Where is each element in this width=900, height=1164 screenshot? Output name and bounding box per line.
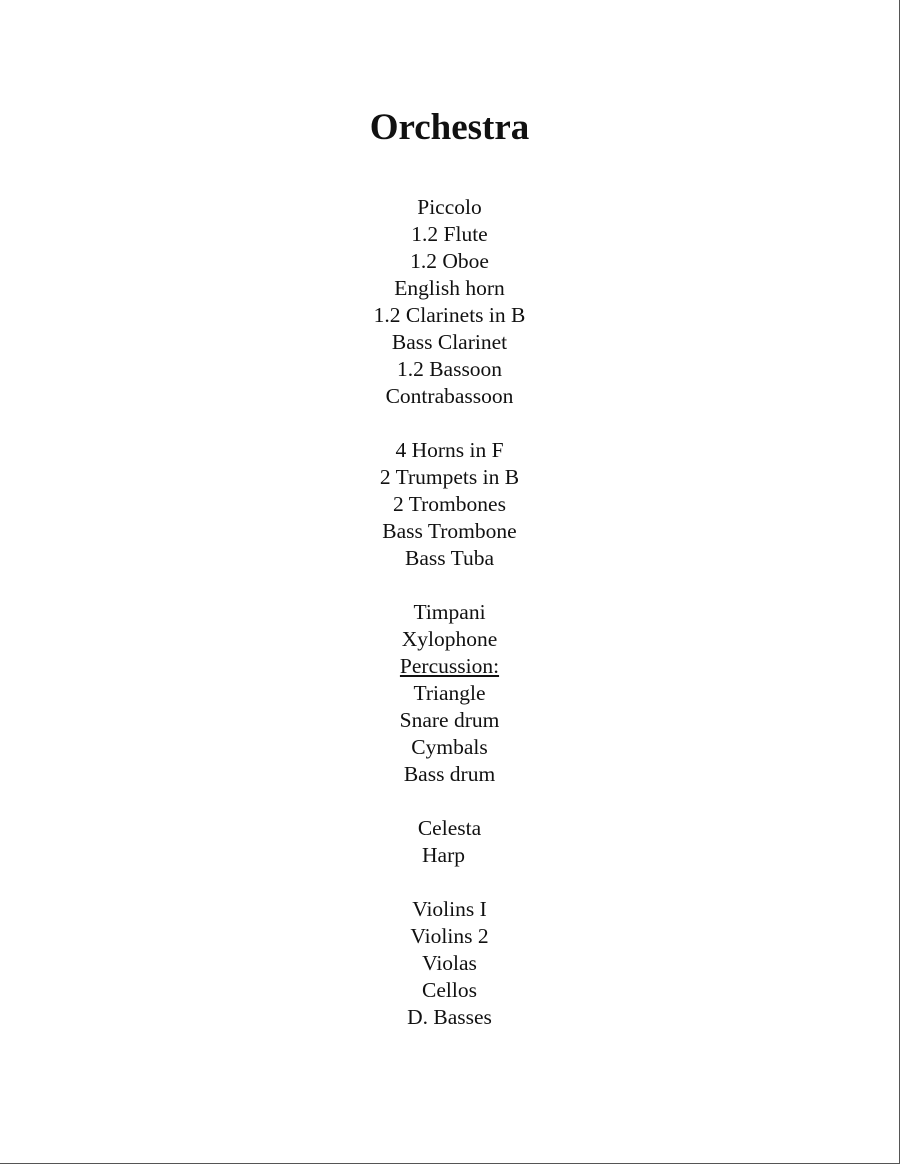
page-title: Orchestra xyxy=(369,107,530,148)
instrument-trombones: 2 Trombones xyxy=(393,492,506,516)
instrument-flute: 1.2 Flute xyxy=(411,222,488,246)
instrument-timpani: Timpani xyxy=(413,600,486,624)
instrument-celesta: Celesta xyxy=(417,816,482,840)
instrument-harp: Harp xyxy=(422,843,465,867)
instrument-clarinets: 1.2 Clarinets in B xyxy=(373,303,526,327)
brass-group xyxy=(0,437,899,572)
instrument-xylophone: Xylophone xyxy=(401,627,498,651)
instrument-oboe: 1.2 Oboe xyxy=(410,249,489,273)
percussion-heading: Percussion: xyxy=(399,654,500,678)
instrument-bass-drum: Bass drum xyxy=(403,762,496,786)
strings-group xyxy=(0,896,899,1031)
instrumentation-list xyxy=(0,194,899,1058)
instrument-horns: 4 Horns in F xyxy=(395,438,504,462)
percussion-group xyxy=(0,599,899,788)
instrument-violas: Violas xyxy=(422,951,477,975)
instrument-violins-2: Violins 2 xyxy=(410,924,489,948)
instrument-snare-drum: Snare drum xyxy=(399,708,500,732)
instrument-triangle: Triangle xyxy=(413,681,486,705)
instrument-bass-trombone: Bass Trombone xyxy=(382,519,517,543)
instrument-contrabassoon: Contrabassoon xyxy=(385,384,514,408)
instrument-cymbals: Cymbals xyxy=(411,735,488,759)
instrument-double-basses: D. Basses xyxy=(407,1005,492,1029)
instrument-violins-1: Violins I xyxy=(412,897,487,921)
instrument-english-horn: English horn xyxy=(394,276,505,300)
instrument-trumpets: 2 Trumpets in B xyxy=(379,465,520,489)
keyboards-group xyxy=(0,815,899,869)
instrument-bass-clarinet: Bass Clarinet xyxy=(391,330,508,354)
instrument-piccolo: Piccolo xyxy=(417,195,482,219)
woodwinds-group xyxy=(0,194,899,410)
instrument-bass-tuba: Bass Tuba xyxy=(404,546,495,570)
instrument-cellos: Cellos xyxy=(422,978,477,1002)
instrument-bassoon: 1.2 Bassoon xyxy=(396,357,503,381)
